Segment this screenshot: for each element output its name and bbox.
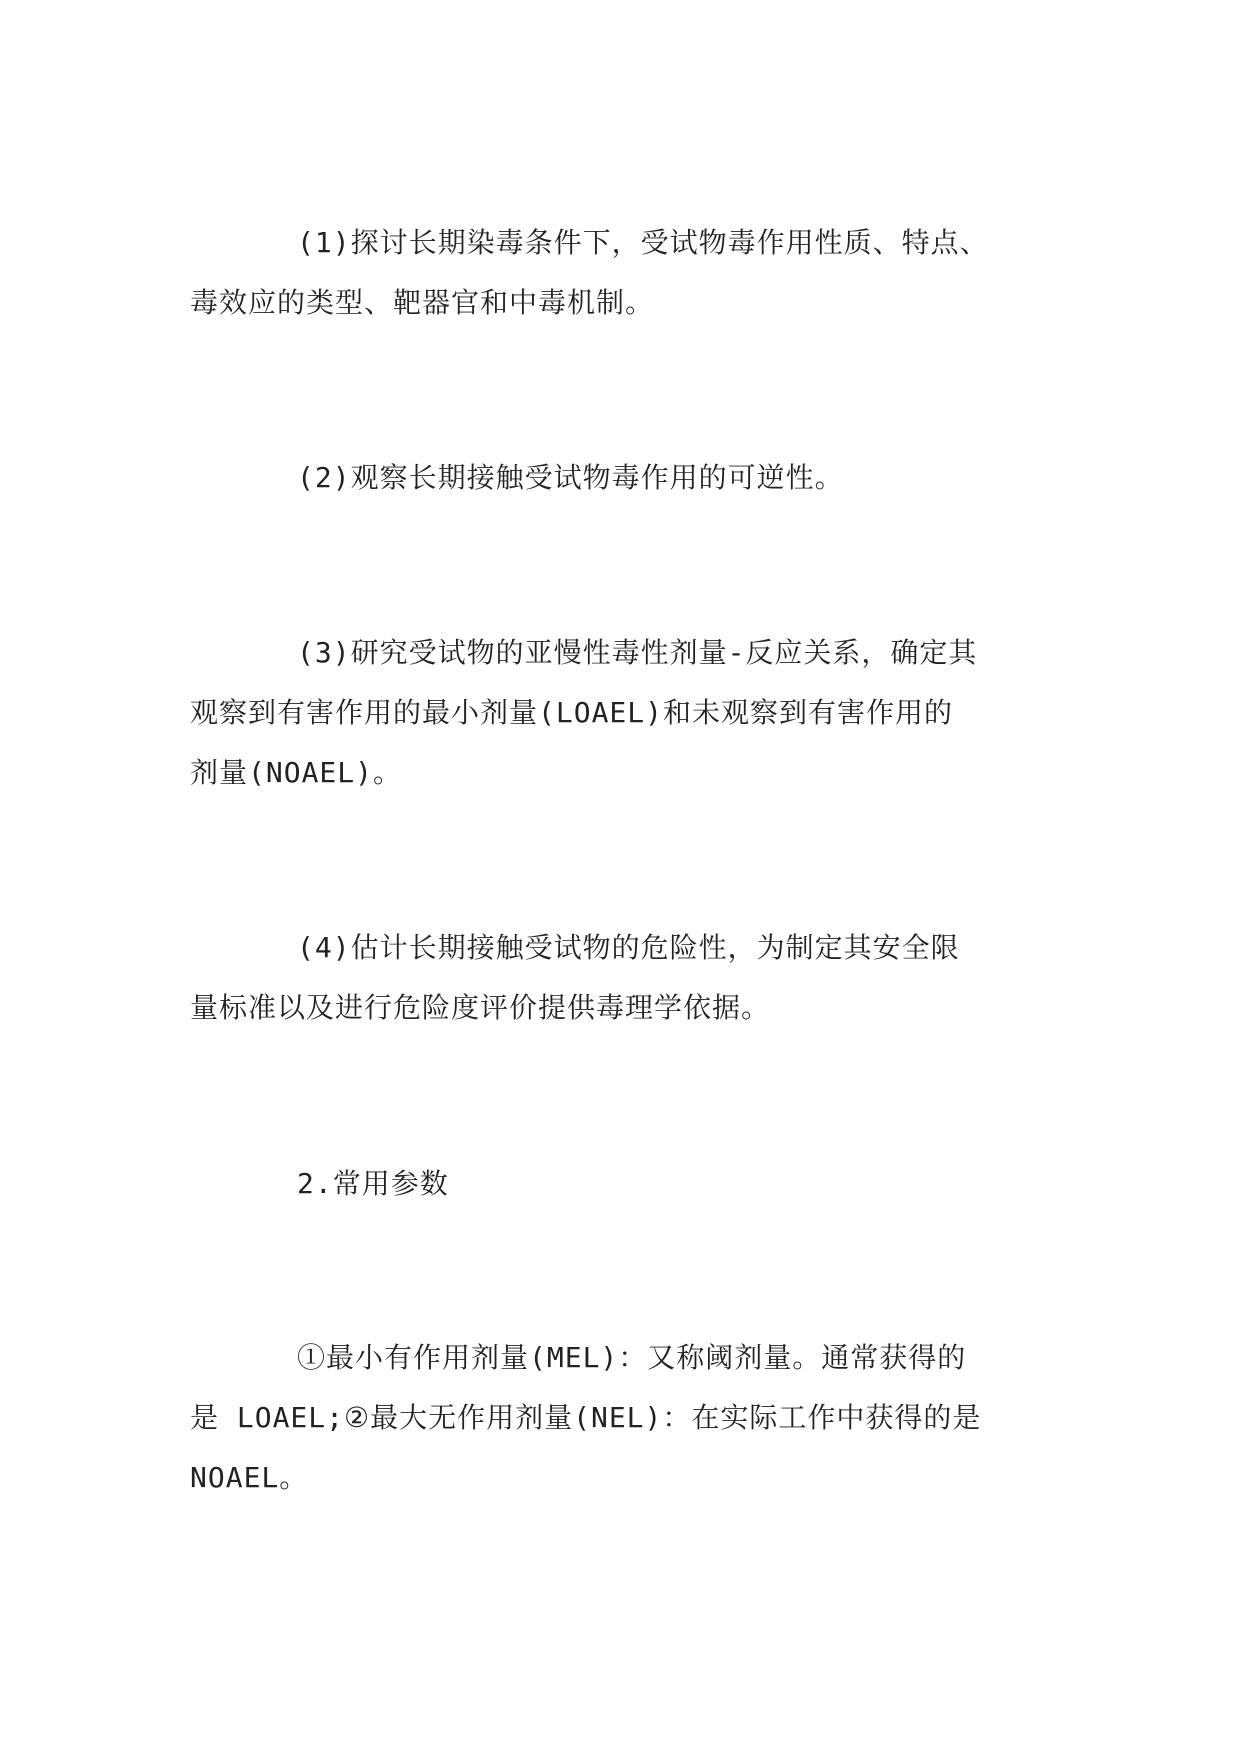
paragraph-line: 毒效应的类型、靶器官和中毒机制。 <box>190 286 655 319</box>
paragraph-line: 2.常用参数 <box>297 1167 449 1200</box>
paragraph-line: (4)估计长期接触受试物的危险性，为制定其安全限 <box>297 931 960 964</box>
paragraph-line: ①最小有作用剂量(MEL)：又称阈剂量。通常获得的 <box>297 1341 967 1374</box>
paragraph-line: NOAEL。 <box>190 1461 309 1494</box>
paragraph-line: 观察到有害作用的最小剂量(LOAEL)和未观察到有害作用的 <box>190 696 954 729</box>
paragraph-line: (3)研究受试物的亚慢性毒性剂量-反应关系，确定其 <box>297 636 978 669</box>
paragraph-line: 是 LOAEL;②最大无作用剂量(NEL)：在实际工作中获得的是 <box>190 1401 982 1434</box>
paragraph-line: 剂量(NOAEL)。 <box>190 756 403 789</box>
paragraph-line: 量标准以及进行危险度评价提供毒理学依据。 <box>190 991 771 1024</box>
paragraph-line: (1)探讨长期染毒条件下，受试物毒作用性质、特点、 <box>297 226 989 259</box>
paragraph-line: (2)观察长期接触受试物毒作用的可逆性。 <box>297 461 844 494</box>
